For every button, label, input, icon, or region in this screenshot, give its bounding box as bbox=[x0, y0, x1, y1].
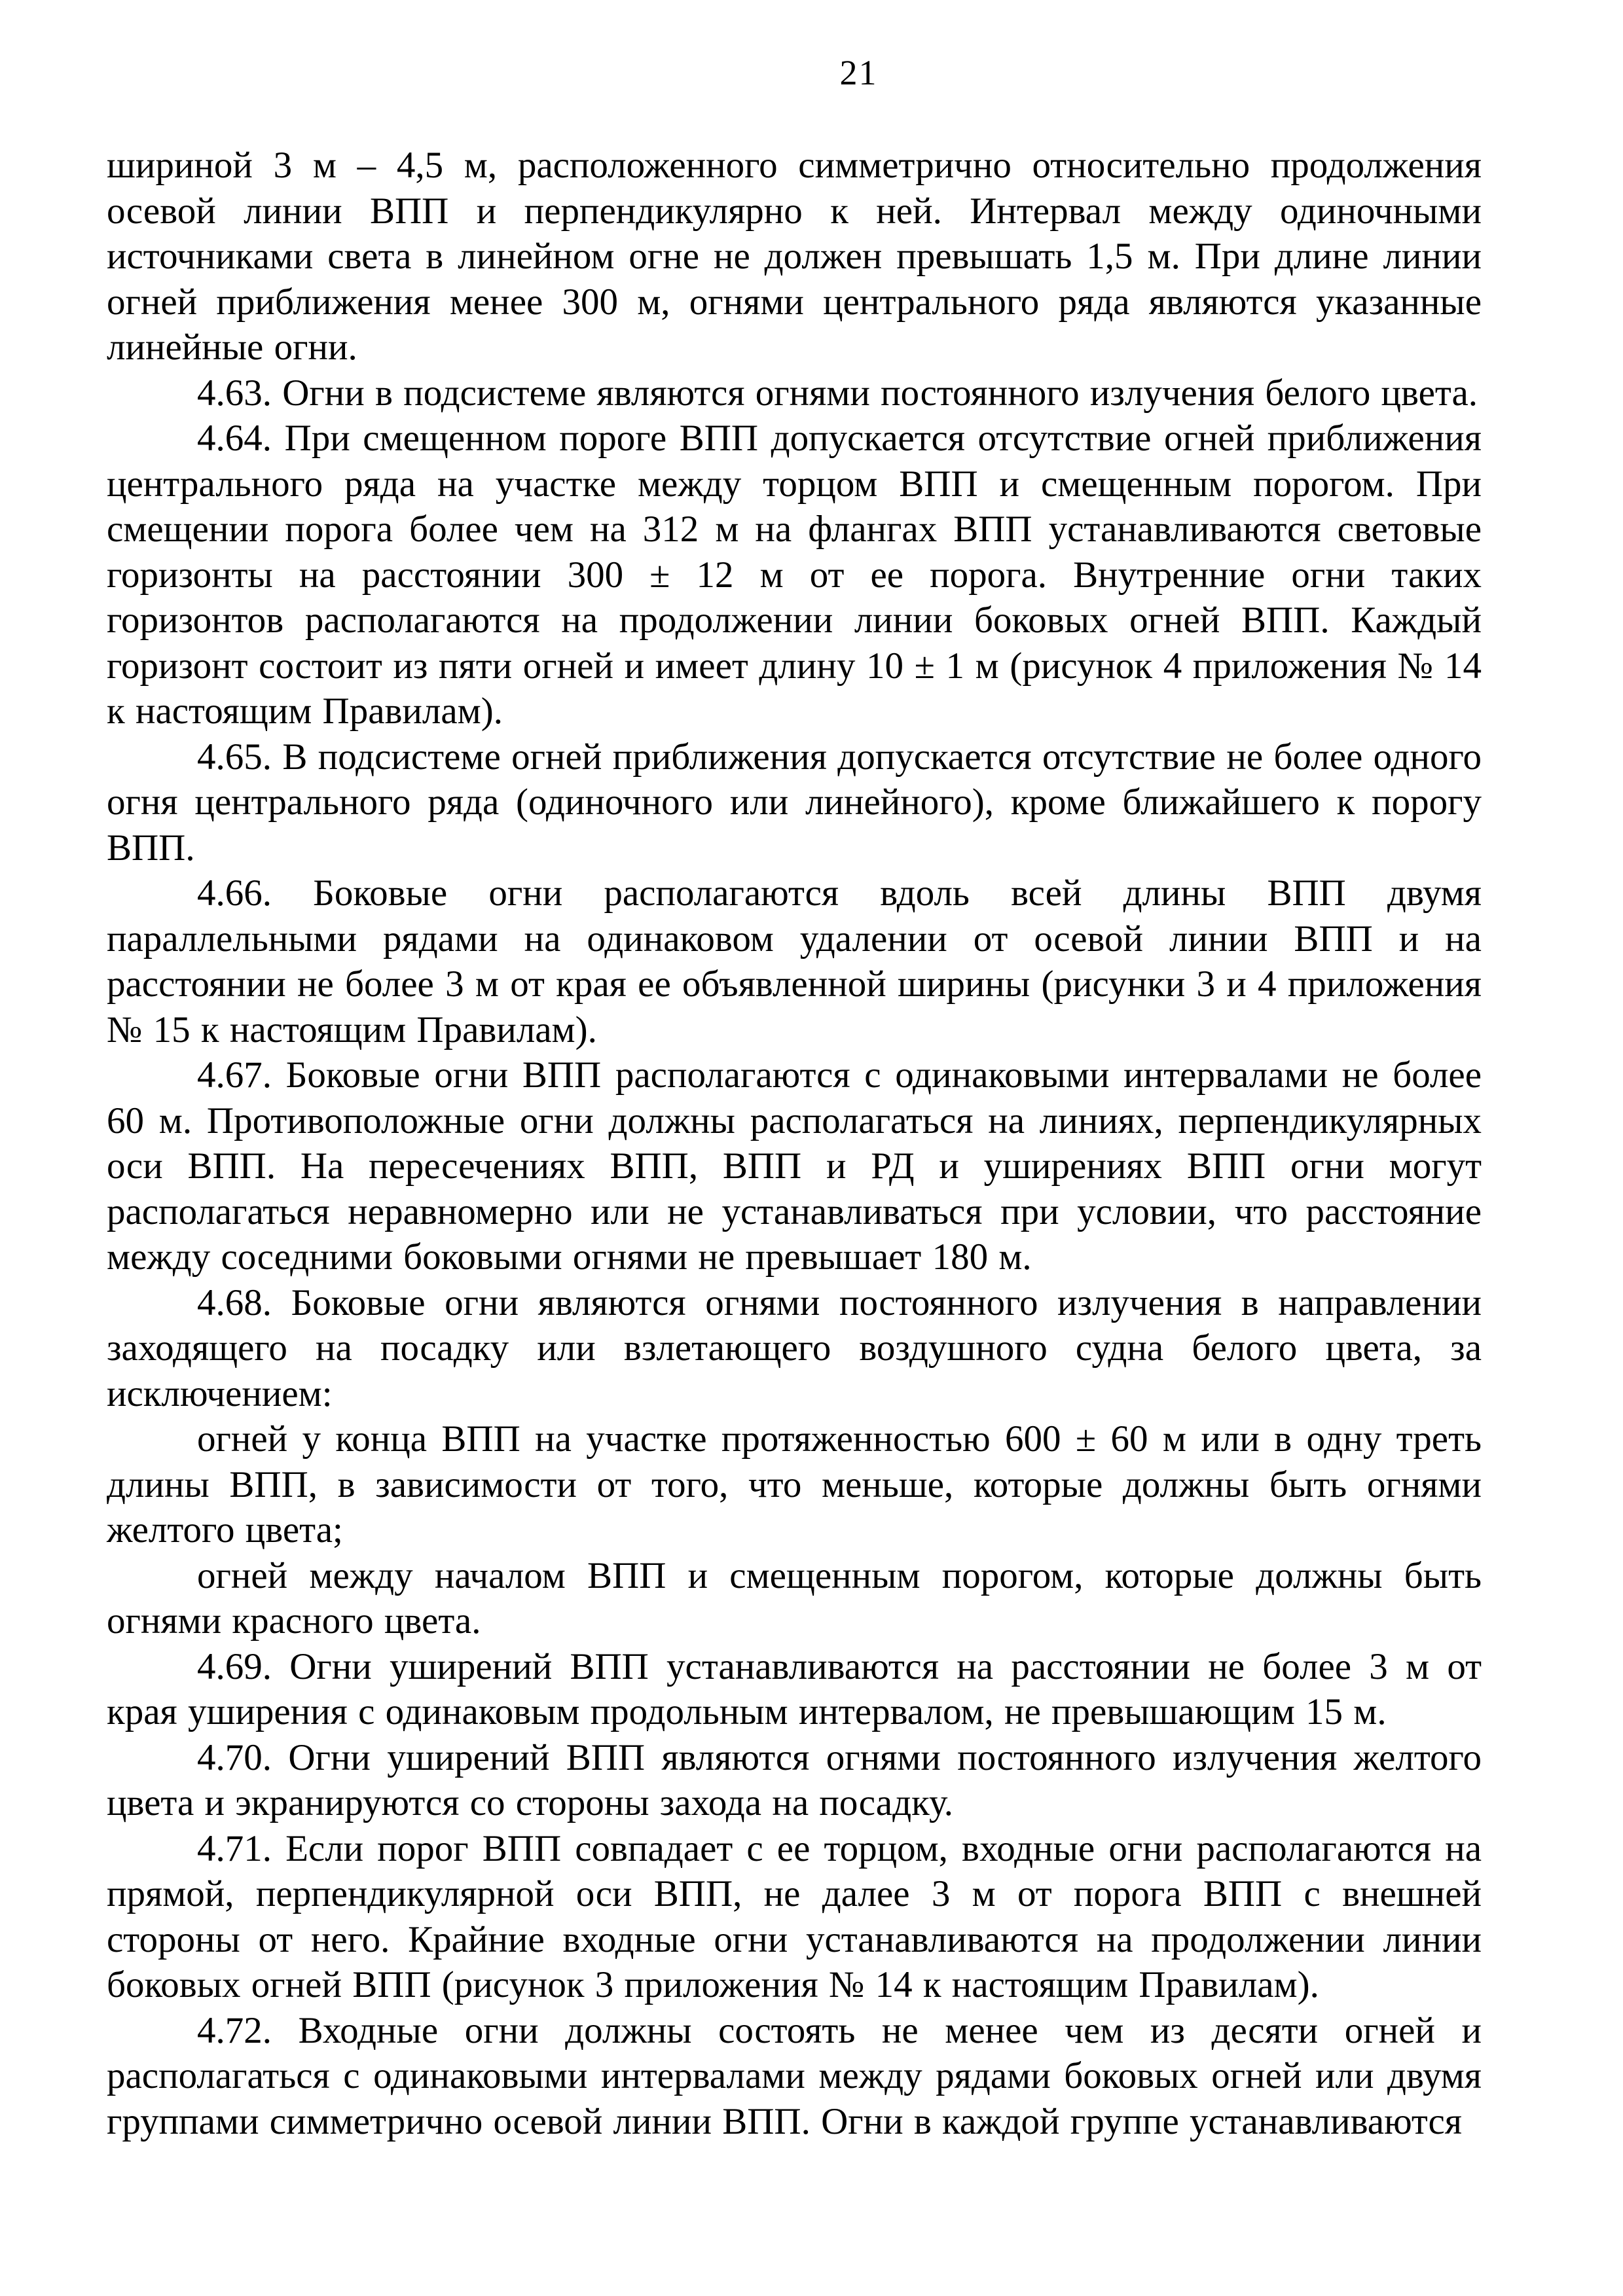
paragraph: 4.72. Входные огни должны состоять не менее чем из десяти огней и располагаться с одинаковыми интервалами между рядами боковых огней или двумя группами симметрично осевой линии ВПП. Огни в каждой группе устанавливаются bbox=[107, 2009, 1482, 2142]
page-number: 21 bbox=[839, 53, 878, 92]
document-body bbox=[107, 143, 1482, 2144]
paragraph: огней между началом ВПП и смещенным порогом, которые должны быть огнями красного цвета. bbox=[107, 1554, 1482, 1641]
paragraph: 4.64. При смещенном пороге ВПП допускается отсутствие огней приближения центрального ряда на участке между торцом ВПП и смещенным порогом. При смещении порога более чем на 312 м на флангах ВПП устанавливаются световые горизонты на расстоянии 300 ± 12 м от ее порога. Внутренние огни таких горизонтов располагаются на продолжении линии боковых огней ВПП. Каждый горизонт состоит из пяти огней и имеет длину 10 ± 1 м (рисунок 4 приложения № 14 к настоящим Правилам). bbox=[107, 418, 1482, 732]
paragraph: 4.67. Боковые огни ВПП располагаются с одинаковыми интервалами не более 60 м. Противоположные огни должны располагаться на линиях, перпендикулярных оси ВПП. На пересечениях ВПП, ВПП и РД и уширениях ВПП огни могут располагаться неравномерно или не устанавливаться при условии, что расстояние между соседними боковыми огнями не превышает 180 м. bbox=[107, 1054, 1482, 1278]
paragraph: 4.70. Огни уширений ВПП являются огнями постоянного излучения желтого цвета и экранируются со стороны захода на посадку. bbox=[107, 1736, 1482, 1823]
paragraph: шириной 3 м – 4,5 м, расположенного симметрично относительно продолжения осевой линии ВПП и перпендикулярно к ней. Интервал между одиночными источниками света в линейном огне не должен превышать 1,5 м. При длине линии огней приближения менее 300 м, огнями центрального ряда являются указанные линейные огни. bbox=[107, 145, 1482, 368]
paragraph: 4.68. Боковые огни являются огнями постоянного излучения в направлении заходящего на посадку или взлетающего воздушного судна белого цвета, за исключением: bbox=[107, 1282, 1482, 1414]
paragraph: огней у конца ВПП на участке протяженностью 600 ± 60 м или в одну треть длины ВПП, в зависимости от того, что меньше, которые должны быть огнями желтого цвета; bbox=[107, 1418, 1482, 1551]
paragraph: 4.71. Если порог ВПП совпадает с ее торцом, входные огни располагаются на прямой, перпендикулярной оси ВПП, не далее 3 м от порога ВПП с внешней стороны от него. Крайние входные огни устанавливаются на продолжении линии боковых огней ВПП (рисунок 3 приложения № 14 к настоящим Правилам). bbox=[107, 1827, 1482, 2005]
paragraph: 4.66. Боковые огни располагаются вдоль всей длины ВПП двумя параллельными рядами на одинаковом удалении от осевой линии ВПП и на расстоянии не более 3 м от края ее объявленной ширины (рисунки 3 и 4 приложения № 15 к настоящим Правилам). bbox=[107, 872, 1482, 1050]
paragraph: 4.63. Огни в подсистеме являются огнями постоянного излучения белого цвета. bbox=[197, 372, 1478, 414]
paragraph: 4.65. В подсистеме огней приближения допускается отсутствие не более одного огня центрального ряда (одиночного или линейного), кроме ближайшего к порогу ВПП. bbox=[107, 736, 1482, 869]
paragraph: 4.69. Огни уширений ВПП устанавливаются на расстоянии не более 3 м от края уширения с одинаковым продольным интервалом, не превышающим 15 м. bbox=[107, 1645, 1482, 1732]
